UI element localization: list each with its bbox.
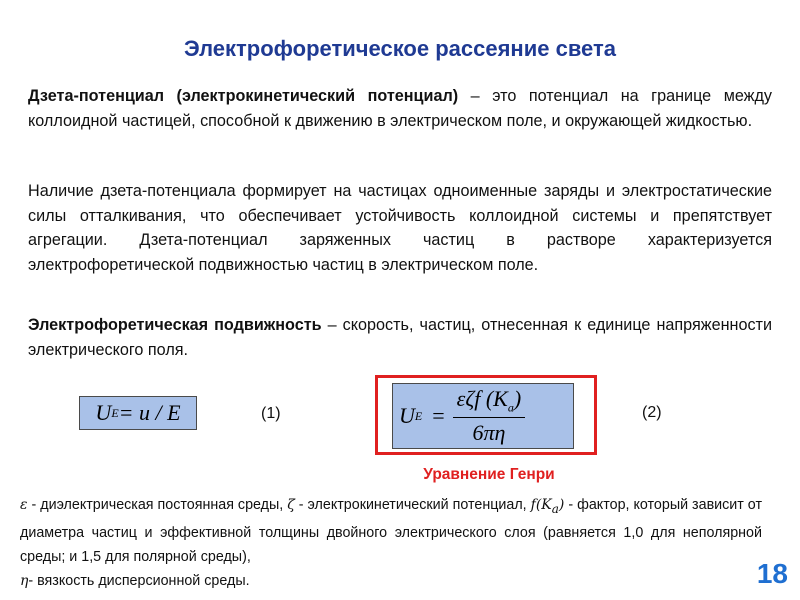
equation-number-1: (1) [261,405,281,422]
equation-number-2: (2) [642,404,662,421]
formula-mobility [79,396,197,430]
zeta-symbol: ζ [287,497,295,513]
henry-equation-caption: Уравнение Генри [423,466,555,483]
formula2-numerator-main: εζf (K [456,385,508,411]
formula2-numerator-end: ) [513,385,522,411]
symbols-legend [20,493,762,593]
zeta-potential-description: Наличие дзета-потенциала формирует на частицах одноименные заряды и электростатические силы отталкивания, что обеспечивает устойчивость коллоидной системы и препятствует агрегации. Дзета-потенциал заряженных частиц в растворе характеризуется электрофоретической подвижностью частиц в электрическом поле. [28,182,772,274]
fka-end: ) [558,497,565,513]
zeta-potential-term: Дзета-потенциал (электрокинетический потенциал) [28,87,459,105]
formula2-equals: = [432,403,445,428]
formula2-fraction [453,386,526,446]
formula-henry [392,383,574,449]
mobility-text: – скорость, частиц, отнесенная к единице напряженности электрического поля. [28,316,773,359]
formula2-lhs: U [399,403,415,428]
formula1-rhs: = u / E [118,400,181,425]
slide-title: Электрофоретическое рассеяние света [183,36,617,61]
zeta-potential-text: – это потенциал на границе между коллоидной частицей, способной к движению в электрическом поле, и окружающей жидкостью. [28,87,773,130]
mobility-term: Электрофоретическая подвижность [28,316,322,334]
formula1-lhs: U [95,400,112,425]
fka-main: f(K [530,497,552,513]
epsilon-text: - диэлектрическая постоянная среды, [27,497,288,513]
fka-sub: a [551,501,559,516]
formula2-denominator: 6πη [472,420,506,446]
fka-symbol [530,497,565,516]
formula2-numerator [453,386,526,418]
formula1-lhs-sub: E [111,405,119,420]
page-number: 18 [756,558,788,589]
epsilon-symbol: ε [20,497,28,513]
fka-text: - фактор, который зависит от диаметра частиц и эффективной толщины двойного электрического слоя (равняется 1,0 для неполярной среды; и 1,5 для полярной среды), [20,497,762,565]
eta-symbol: η [20,572,29,589]
mobility-definition [28,313,772,362]
formula2-numerator-sub: a [507,400,514,415]
zeta-text: - электрокинетический потенциал, [294,497,531,513]
eta-text: - вязкость дисперсионной среды. [28,572,250,589]
formula2-lhs-sub: E [414,408,423,423]
zeta-potential-definition [28,84,772,133]
